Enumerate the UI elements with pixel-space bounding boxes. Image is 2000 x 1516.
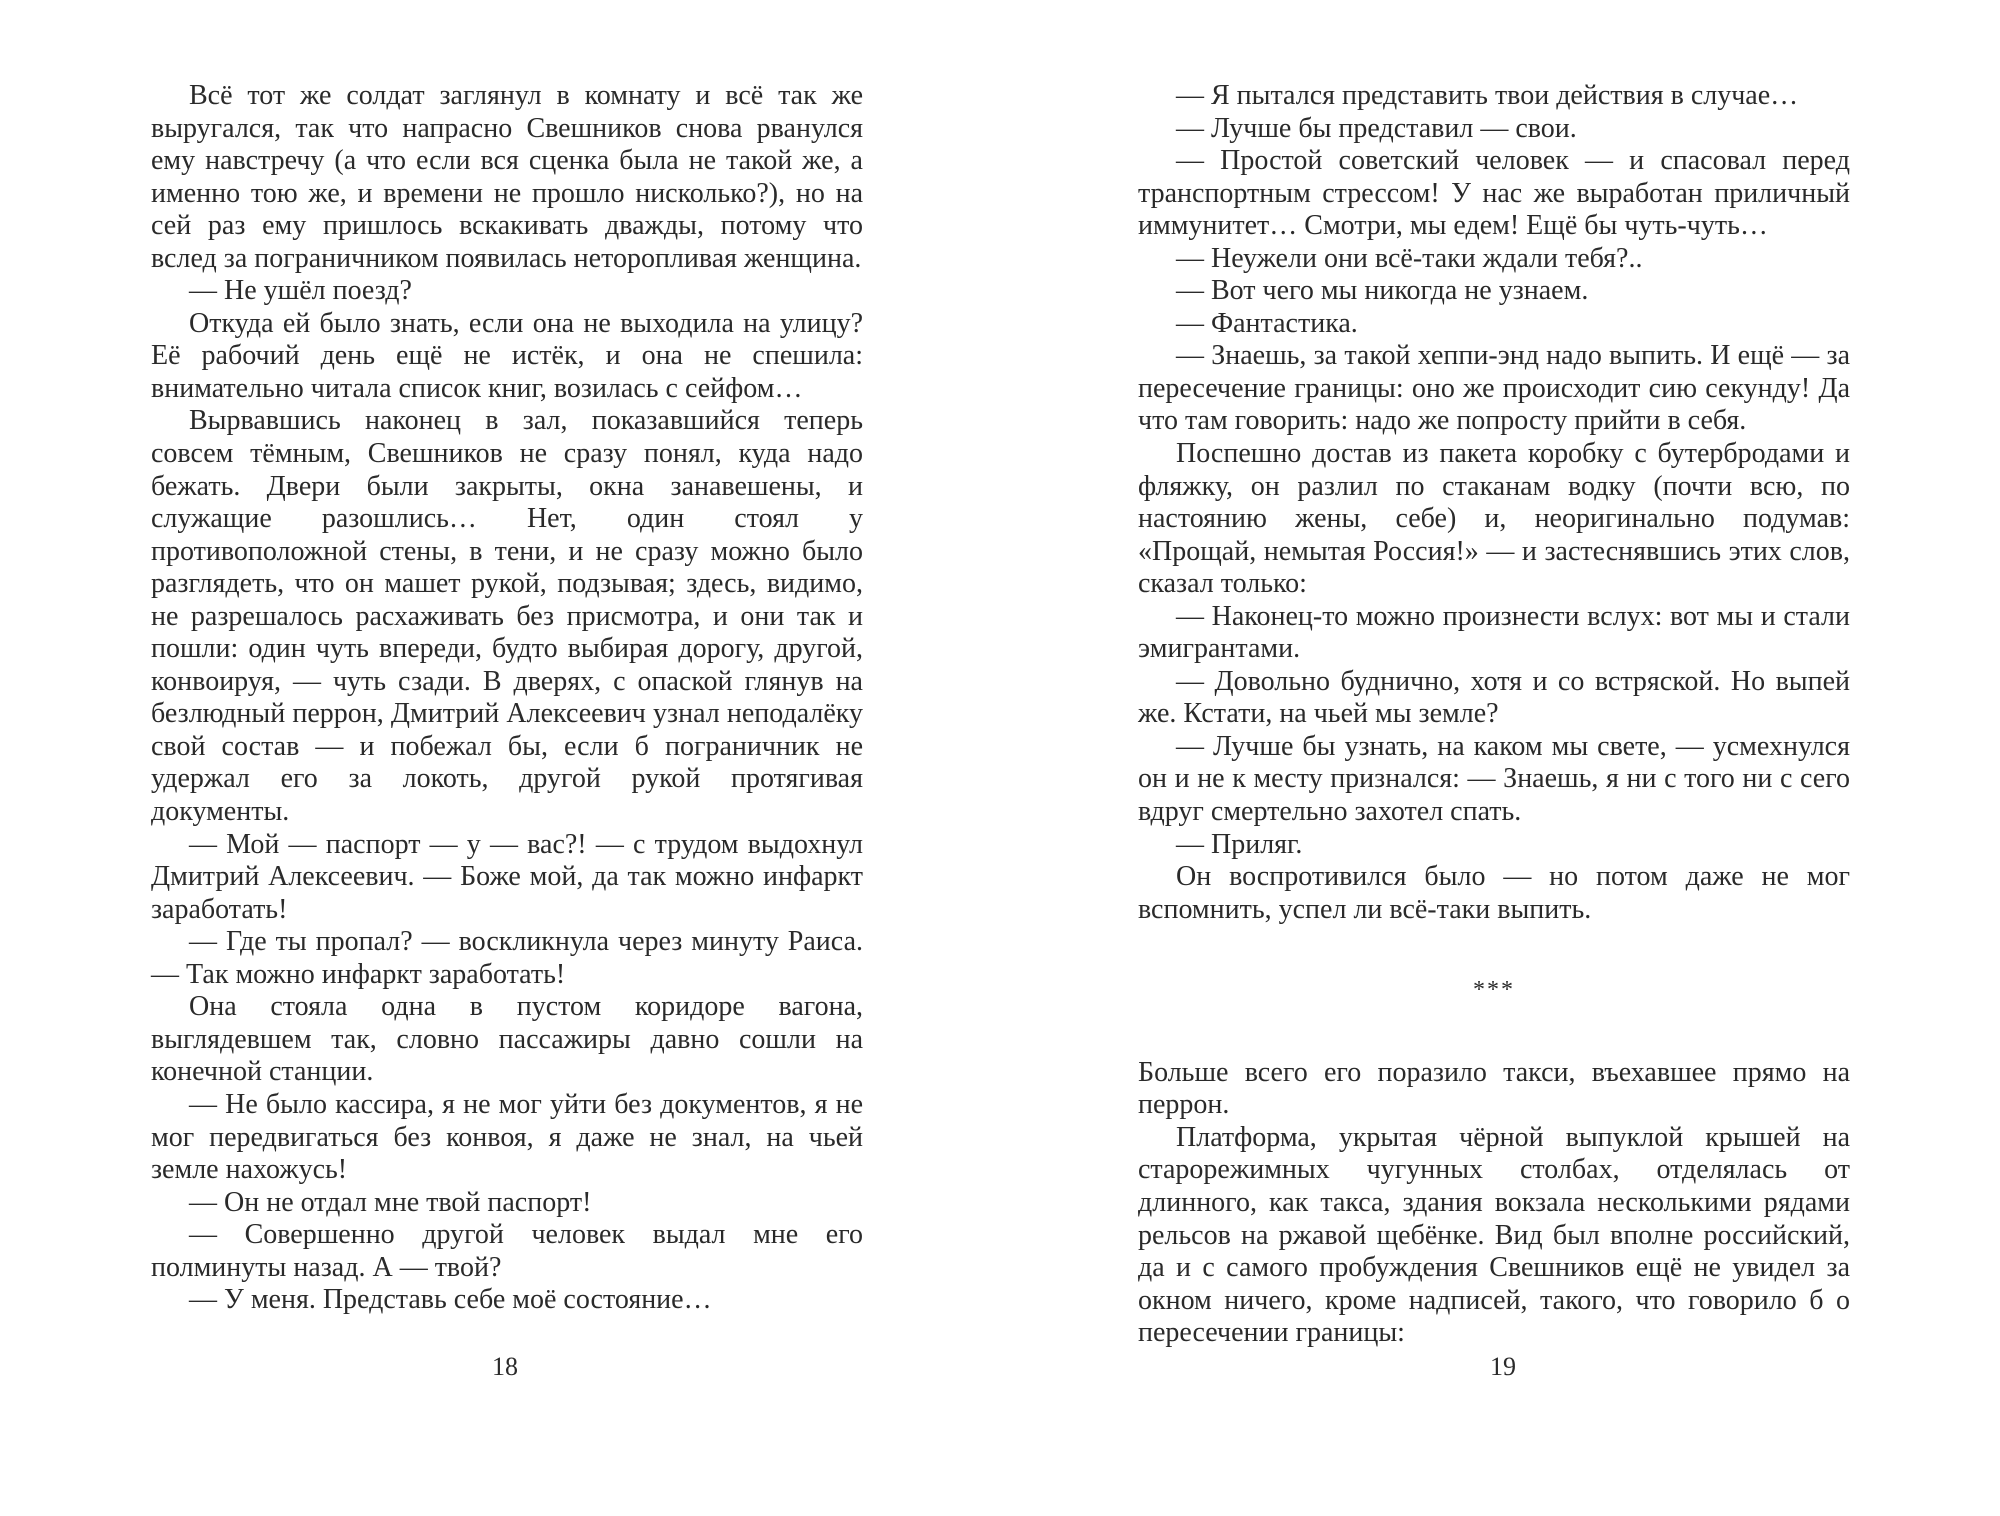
paragraph: Больше всего его поразило такси, въехавшее прямо на перрон. [1138, 1056, 1850, 1121]
paragraph: — Не ушёл поезд? [189, 275, 412, 307]
paragraph: — Приляг. [1176, 828, 1303, 860]
paragraph: Она стояла одна в пустом коридоре вагона, выглядевшем так, словно пассажиры давно сошли на конечной станции. [151, 991, 863, 1088]
paragraph: Поспешно достав из пакета коробку с бутербродами и фляжку, он разлил по стаканам водку (почти всю, по настоянию жены, себе) и, неоригинально подумав: «Прощай, немытая Россия!» — и застеснявшись этих слов, сказал только: [1138, 438, 1850, 600]
paragraph: Всё тот же солдат заглянул в комнату и всё так же выругался, так что напрасно Свешников снова рванулся ему навстречу (а что если вся сценка была не такой же, а именно тою же, и времени не прошло нисколько?), но на сей раз ему пришлось вскакивать дважды, потому что вслед за пограничником появилась неторопливая женщина. [151, 80, 863, 274]
paragraph: — У меня. Представь себе моё состояние… [189, 1284, 712, 1316]
paragraph: — Вот чего мы никогда не узнаем. [1176, 275, 1589, 307]
paragraph: — Довольно буднично, хотя и со встряской. Но выпей же. Кстати, на чьей мы земле? [1138, 665, 1850, 730]
paragraph: — Где ты пропал? — воскликнула через минуту Раиса. — Так можно инфаркт заработать! [151, 926, 863, 990]
page-number: 18 [492, 1352, 518, 1381]
paragraph: — Лучше бы узнать, на каком мы свете, — усмехнулся он и не к месту признался: — Знаешь, я ни с того ни с сего вдруг смертельно захотел спать. [1138, 730, 1850, 828]
paragraph: — Он не отдал мне твой паспорт! [189, 1186, 592, 1218]
paragraph: — Фантастика. [1176, 307, 1358, 339]
paragraph: — Простой советский человек — и спасовал перед транспортным стрессом! У нас же выработан приличный иммунитет… Смотри, мы едем! Ещё бы чуть-чуть… [1138, 145, 1850, 242]
paragraph: — Лучше бы представил — свои. [1176, 112, 1577, 144]
paragraph: — Совершенно другой человек выдал мне его полминуты назад. А — твой? [151, 1219, 863, 1283]
page-number: 19 [1490, 1352, 1516, 1381]
paragraph: Вырвавшись наконец в зал, показавшийся теперь совсем тёмным, Свешников не сразу понял, куда надо бежать. Двери были закрыты, окна занавешены, и служащие разошлись… Нет, один стоял у противоположной стены, в тени, и не сразу можно было разглядеть, что он машет рукой, подзывая; здесь, видимо, не разрешалось расхаживать без присмотра, и они так и пошли: один чуть впереди, будто выбирая дорогу, другой, конвоируя, — чуть сзади. В дверях, с опаской глянув на безлюдный перрон, Дмитрий Алексеевич узнал неподалёку свой состав — и побежал бы, если б пограничник не удержал его за локоть, другой рукой протягивая документы. [151, 405, 863, 828]
paragraph: — Мой — паспорт — у — вас?! — с трудом выдохнул Дмитрий Алексеевич. — Боже мой, да так можно инфаркт заработать! [151, 828, 863, 925]
paragraph: — Наконец-то можно произнести вслух: вот мы и стали эмигрантами. [1138, 600, 1850, 665]
paragraph: Откуда ей было знать, если она не выходила на улицу? Её рабочий день ещё не истёк, и она не спешила: внимательно читала список книг, возилась с сейфом… [151, 307, 863, 404]
right-page [1000, 0, 2000, 1516]
paragraph: — Не было кассира, я не мог уйти без документов, я не мог передвигаться без конвоя, я даже не знал, на чьей земле нахожусь! [151, 1088, 863, 1186]
paragraph: Он воспротивился было — но потом даже не мог вспомнить, успел ли всё-таки выпить. [1138, 861, 1850, 925]
paragraph: — Знаешь, за такой хеппи-энд надо выпить. И ещё — за пересечение границы: оно же происходит сию секунду! Да что там говорить: надо же попросту прийти в себя. [1138, 340, 1850, 437]
left-page-text [151, 80, 863, 1317]
right-page-text [1138, 80, 1850, 1350]
paragraph: Платформа, укрытая чёрной выпуклой крышей на старорежимных чугунных столбах, отделялась от длинного, как такса, здания вокзала несколькими рядами рельсов на ржавой щебёнке. Вид был вполне российский, да и с самого пробуждения Свешников ещё не увидел за окном ничего, кроме надписей, такого, что говорило б о пересечении границы: [1138, 1121, 1850, 1349]
section-separator: *** [1473, 977, 1515, 1004]
paragraph: — Я пытался представить твои действия в случае… [1176, 80, 1799, 111]
paragraph: — Неужели они всё-таки ждали тебя?.. [1176, 242, 1643, 274]
